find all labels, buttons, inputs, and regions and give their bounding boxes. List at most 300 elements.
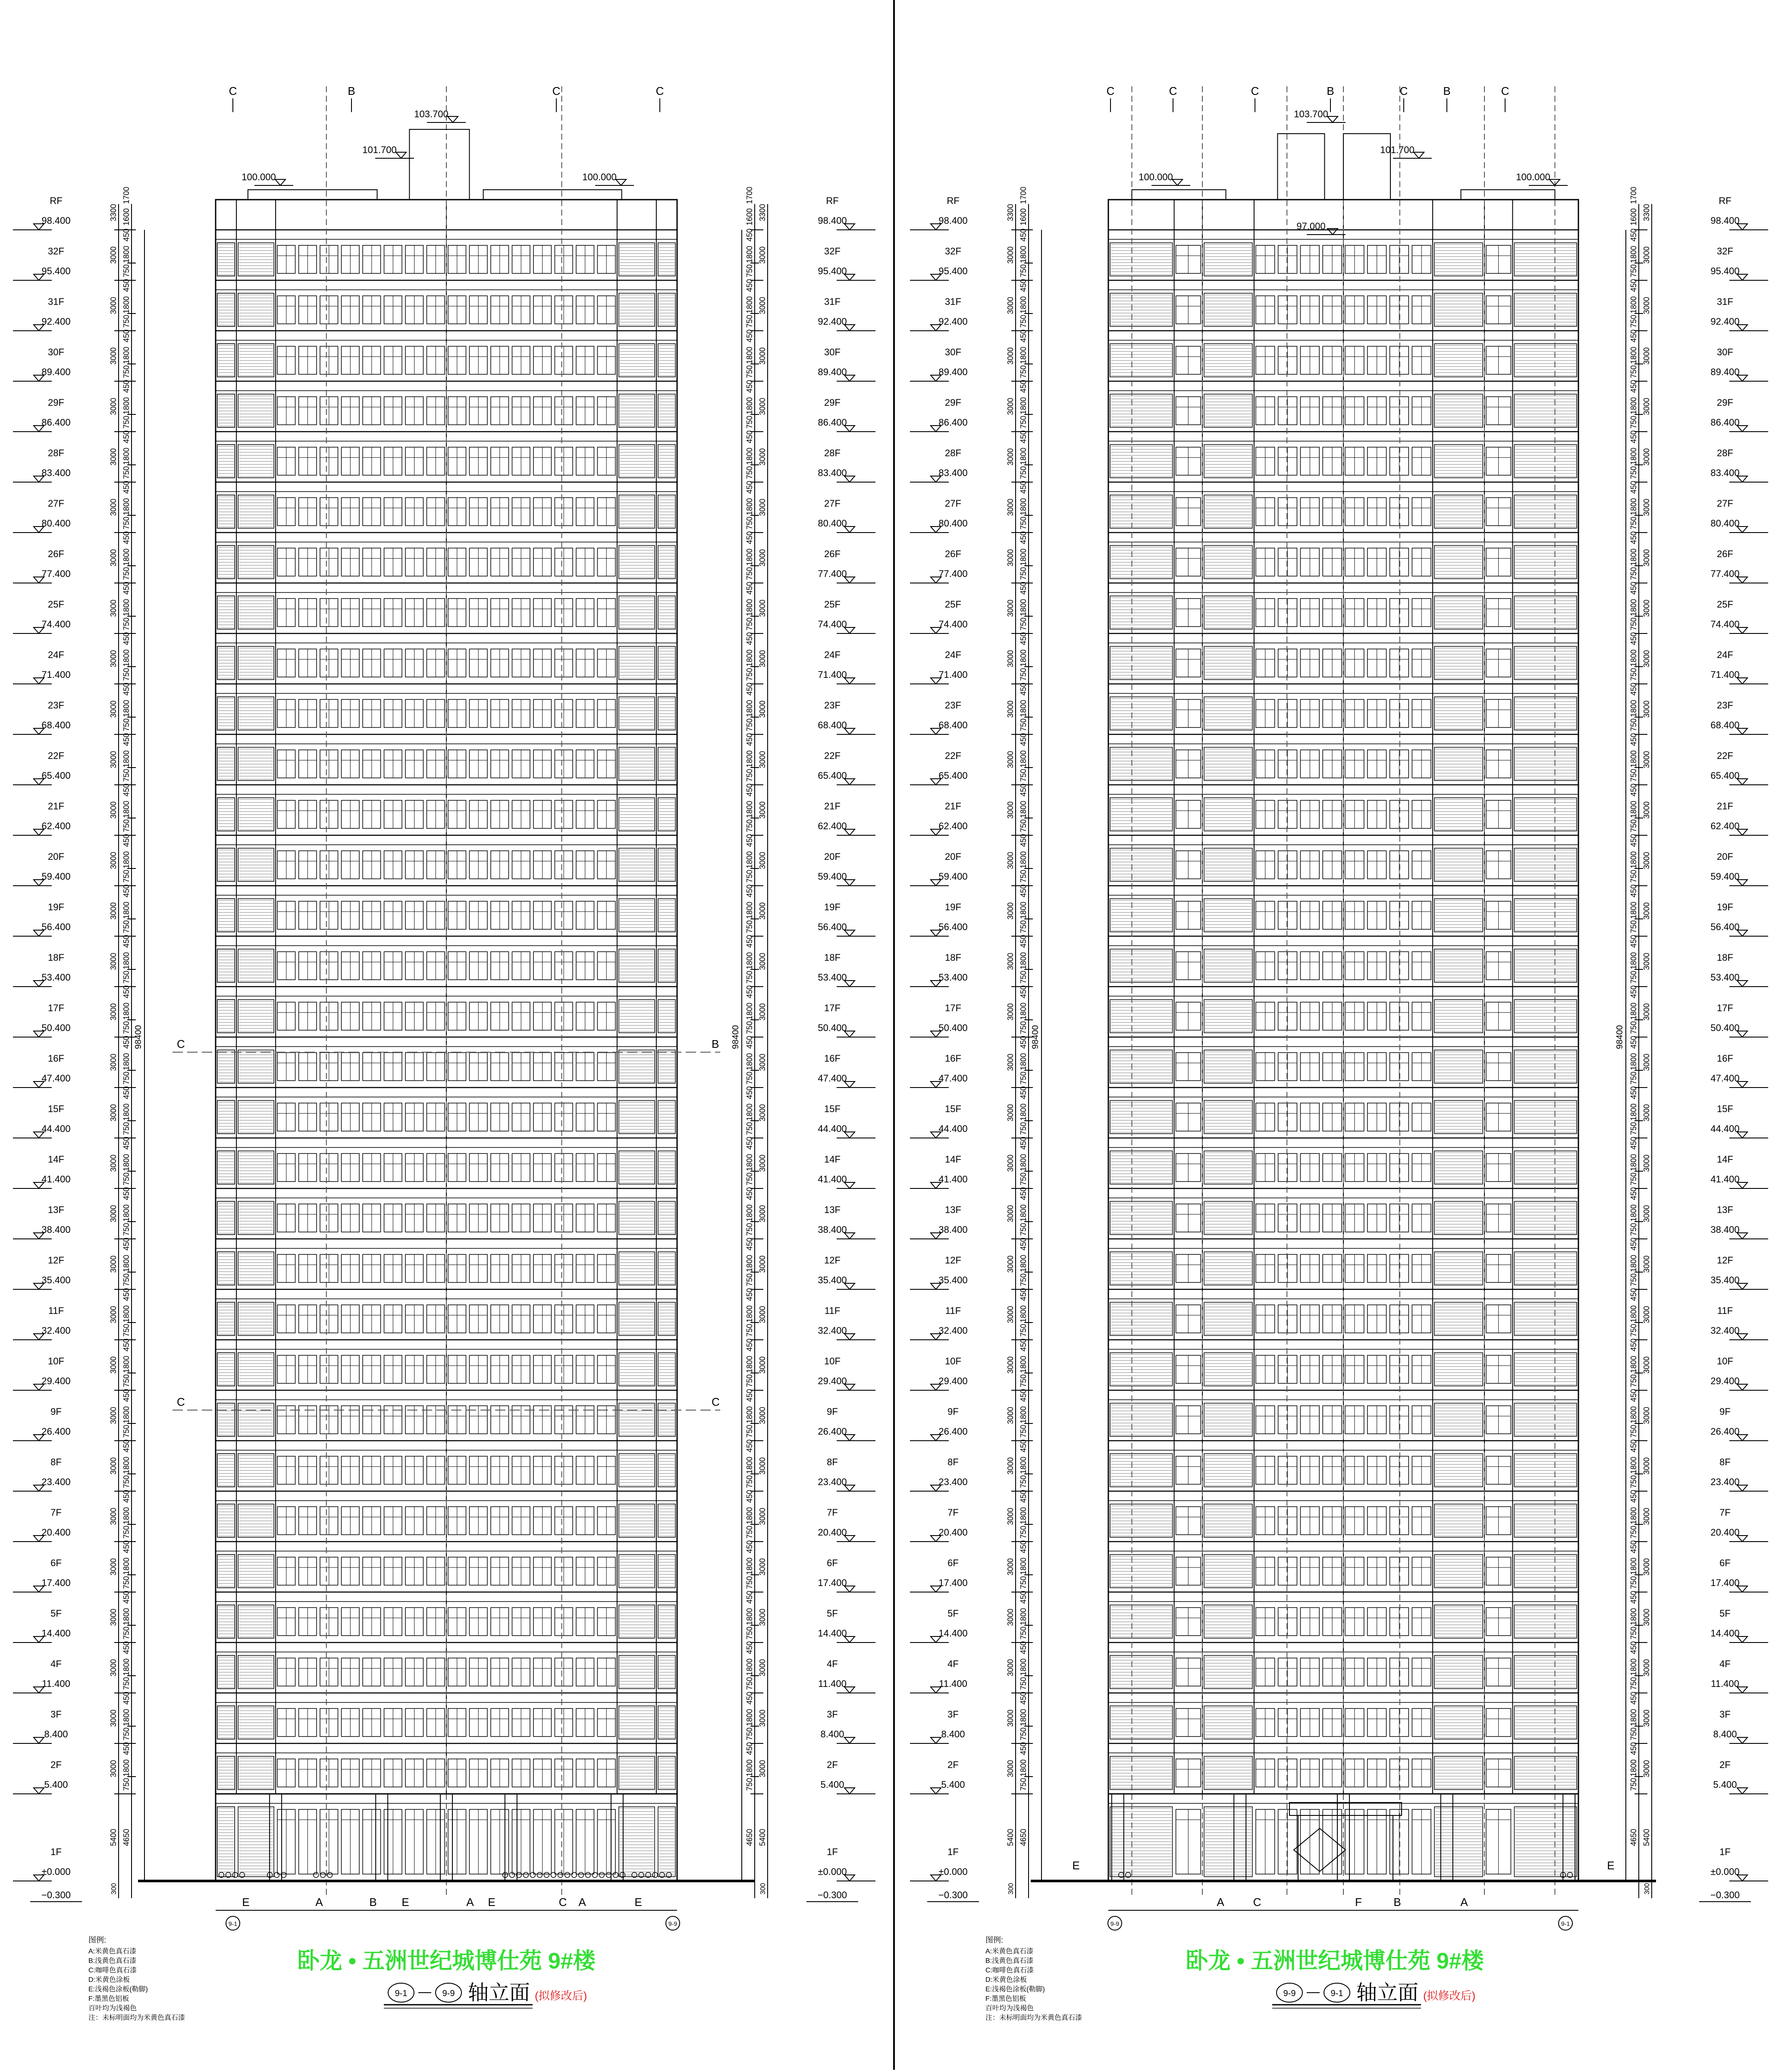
dim-sill: 750 (1019, 1223, 1028, 1236)
dim-typical: 3000 (109, 1608, 118, 1626)
dim-window: 1800 (745, 750, 754, 768)
floor-label: 5F (827, 1608, 838, 1619)
dim-typical: 3000 (109, 448, 118, 465)
dim-sill: 750 (745, 1425, 754, 1438)
dim-typical: 3000 (758, 650, 767, 667)
dim-band: 450 (122, 683, 131, 696)
dim-typical: 3000 (109, 347, 118, 364)
floor-label: 31F (824, 296, 841, 307)
dim-window: 1800 (1019, 750, 1028, 768)
dim-typical: 3000 (758, 1154, 767, 1172)
dim-band: 450 (122, 884, 131, 897)
dim-window: 1800 (122, 1406, 131, 1423)
dim-band: 450 (122, 1338, 131, 1351)
floor-label: 2F (947, 1759, 959, 1770)
floor-elevation: 47.400 (938, 1073, 967, 1084)
floor-label: 13F (824, 1204, 841, 1215)
floor-elevation: 11.400 (42, 1678, 70, 1689)
dim-band: 450 (122, 1742, 131, 1755)
dim-typical: 3000 (1006, 1003, 1015, 1020)
dim-typical: 3000 (109, 1255, 118, 1273)
floor-elevation: 29.400 (818, 1376, 847, 1386)
floor-label: 3F (947, 1709, 959, 1720)
dim-band: 450 (1019, 834, 1028, 847)
floor-label: RF (1719, 195, 1731, 206)
dim-band: 450 (1019, 1036, 1028, 1049)
dim-window: 1800 (1019, 1709, 1028, 1726)
floor-elevation: 35.400 (1710, 1275, 1739, 1285)
dim-window: 1800 (122, 1103, 131, 1121)
dim-window: 1800 (1629, 1255, 1638, 1272)
floor-label: 10F (1717, 1356, 1733, 1367)
dim-band: 450 (1019, 1742, 1028, 1755)
dim-band: 450 (122, 430, 131, 443)
dim-window: 1800 (1019, 1507, 1028, 1524)
floor-label: 1F (1719, 1846, 1731, 1857)
floor-label: 28F (945, 448, 961, 458)
dim-sill: 750 (1629, 1627, 1638, 1639)
dim-band: 450 (745, 985, 754, 998)
floor-label: 3F (1719, 1709, 1731, 1720)
dim-band: 450 (122, 1389, 131, 1402)
dim-sill: 750 (745, 567, 754, 580)
floor-label: 11F (48, 1305, 64, 1316)
dim-parapet: 3300 (109, 204, 118, 221)
ground-elevation: −0.300 (938, 1890, 968, 1900)
dim-band: 450 (1629, 1389, 1638, 1402)
dim-band: 450 (122, 632, 131, 645)
dim-window: 1800 (745, 1759, 754, 1777)
floor-elevation: 20.400 (818, 1527, 847, 1538)
floor-label: 24F (48, 649, 64, 660)
dim-window: 1800 (122, 397, 131, 414)
floor-elevation: 98.400 (938, 215, 967, 226)
dim-band: 450 (122, 1187, 131, 1200)
dim-typical: 3000 (1642, 953, 1651, 970)
dim-band: 450 (1629, 1086, 1638, 1099)
floor-label: 8F (50, 1457, 62, 1467)
floor-label: 22F (945, 750, 961, 761)
dim-sill: 750 (122, 920, 131, 933)
dim-band: 450 (1019, 531, 1028, 544)
dim-window: 1800 (122, 1709, 131, 1726)
dim-sill: 750 (1629, 1677, 1638, 1690)
dim-typical: 3000 (758, 448, 767, 465)
dim-typical: 3000 (758, 902, 767, 919)
dim-sill: 750 (1629, 1072, 1638, 1085)
dim-typical: 3000 (758, 1053, 767, 1071)
dim-sill: 750 (1019, 1122, 1028, 1135)
ground-elevation: −0.300 (41, 1890, 71, 1900)
dim-window: 1800 (1629, 750, 1638, 768)
floor-label: 32F (48, 246, 64, 257)
dim-window: 1800 (122, 296, 131, 313)
dim-sill: 750 (1629, 1778, 1638, 1791)
floor-label: 18F (48, 952, 64, 963)
floor-label: 21F (1717, 801, 1733, 812)
dim-sill: 750 (745, 466, 754, 479)
dim-band: 450 (1019, 1641, 1028, 1654)
dim-typical: 3000 (1006, 448, 1015, 465)
floor-elevation: 65.400 (818, 770, 847, 781)
dim-sill: 750 (122, 971, 131, 984)
dim-band: 450 (1019, 481, 1028, 494)
dim-base: 300 (759, 1883, 767, 1895)
dim-sill: 750 (745, 1677, 754, 1690)
dim-typical: 3000 (1642, 246, 1651, 263)
roof-elevation: 103.700 (414, 109, 449, 119)
dim-window: 1800 (122, 700, 131, 717)
floor-elevation: 50.400 (1710, 1022, 1739, 1033)
floor-elevation: 71.400 (938, 669, 967, 680)
dim-sill: 750 (1629, 567, 1638, 580)
dim-sill: 750 (1019, 1374, 1028, 1387)
dim-window: 1800 (1629, 1658, 1638, 1676)
dim-parapet-a: 1600 (745, 208, 754, 226)
floor-elevation: 14.400 (818, 1628, 847, 1639)
dim-window: 1800 (122, 801, 131, 818)
floor-elevation: 65.400 (41, 770, 70, 781)
dim-typical: 3000 (758, 852, 767, 869)
floor-label: 8F (1719, 1457, 1731, 1467)
dim-window: 1800 (122, 1053, 131, 1070)
dim-window: 1800 (1019, 902, 1028, 919)
floor-label: 4F (1719, 1658, 1731, 1669)
dim-window: 1800 (1019, 498, 1028, 515)
dim-window: 1800 (1019, 1204, 1028, 1222)
dim-typical: 3000 (758, 398, 767, 415)
floor-label: 9F (947, 1406, 959, 1417)
dim-sill: 750 (1629, 1021, 1638, 1034)
floor-label: 20F (945, 851, 961, 862)
floor-label: RF (947, 195, 959, 206)
top-section-tag: C (229, 85, 237, 97)
floor-label: 25F (48, 599, 64, 610)
dim-base: 300 (1007, 1883, 1015, 1895)
dim-total: 98400 (731, 1025, 740, 1049)
floor-elevation: 59.400 (41, 871, 70, 882)
dim-sill: 750 (745, 1374, 754, 1387)
floor-label: 1F (947, 1846, 959, 1857)
floor-label: 18F (945, 952, 961, 963)
dim-band: 450 (1019, 1692, 1028, 1705)
dim-band: 450 (745, 1338, 754, 1351)
dim-band: 450 (745, 1591, 754, 1604)
dim-sill: 750 (1019, 668, 1028, 681)
dim-window: 1800 (1019, 1305, 1028, 1323)
dim-window: 1800 (745, 1053, 754, 1070)
dim-window: 1800 (122, 246, 131, 263)
dim-typical: 3000 (758, 1760, 767, 1777)
floor-label: 16F (824, 1053, 841, 1064)
dim-sill: 750 (1629, 618, 1638, 630)
dim-window: 1800 (122, 1558, 131, 1575)
floor-elevation: 62.400 (818, 821, 847, 831)
axis-bubble-label: 9-1 (229, 1920, 237, 1927)
dim-band: 450 (1629, 884, 1638, 897)
floor-label: 23F (1717, 700, 1733, 711)
dim-window: 1800 (122, 347, 131, 364)
floor-label: 1F (827, 1846, 838, 1857)
floor-label: 19F (824, 902, 841, 912)
floor-elevation: 44.400 (1710, 1123, 1739, 1134)
dim-typical: 3000 (1006, 549, 1015, 566)
floor-elevation: 53.400 (938, 972, 967, 983)
dim-typical: 3000 (1006, 498, 1015, 516)
dim-band: 450 (745, 531, 754, 544)
dim-typical: 3000 (1642, 1053, 1651, 1071)
dim-band: 450 (1019, 1389, 1028, 1402)
dim-sill: 750 (122, 1778, 131, 1791)
dim-typical: 3000 (1642, 1255, 1651, 1273)
dim-band: 450 (1629, 1742, 1638, 1755)
floor-elevation: 35.400 (818, 1275, 847, 1285)
dim-window: 1800 (745, 498, 754, 515)
dim-window: 1800 (1629, 649, 1638, 667)
dim-window: 1800 (1629, 1305, 1638, 1323)
dim-sill: 750 (122, 264, 131, 277)
dim-sill: 750 (745, 1526, 754, 1539)
floor-elevation: 44.400 (938, 1123, 967, 1134)
floor-label: 13F (945, 1204, 961, 1215)
dim-parapet-b: 1700 (122, 187, 131, 204)
dim-sill: 750 (1019, 1727, 1028, 1740)
dim-band: 450 (1629, 430, 1638, 443)
dim-window: 1800 (122, 851, 131, 868)
bottom-material-tag: A (578, 1896, 586, 1909)
floor-label: RF (50, 195, 62, 206)
dim-sill: 750 (1629, 819, 1638, 832)
floor-label: 14F (824, 1154, 841, 1165)
dim-typical: 3000 (758, 1457, 767, 1474)
dim-typical: 3000 (1642, 852, 1651, 869)
dim-sill: 750 (745, 870, 754, 883)
dim-window: 1800 (1629, 1759, 1638, 1777)
dim-window: 1800 (1019, 700, 1028, 717)
floor-elevation: 5.400 (1713, 1779, 1737, 1790)
roof-elevation: 100.000 (242, 172, 276, 182)
dim-band: 450 (745, 582, 754, 595)
dim-typical: 3000 (1006, 650, 1015, 667)
dim-sill: 750 (745, 668, 754, 681)
dim-sill: 750 (1019, 1627, 1028, 1639)
floor-elevation: 95.400 (41, 266, 70, 276)
floor-elevation: 74.400 (41, 619, 70, 630)
floor-label: RF (826, 195, 838, 206)
floor-elevation: 83.400 (938, 467, 967, 478)
dim-window: 1800 (745, 1406, 754, 1423)
dim-typical: 3000 (1006, 1255, 1015, 1273)
dim-band: 450 (122, 380, 131, 393)
dim-band: 450 (1019, 1338, 1028, 1351)
dim-band: 450 (1629, 1591, 1638, 1604)
dim-window: 1800 (745, 1204, 754, 1222)
dim-window: 1800 (1019, 1658, 1028, 1676)
dim-band: 450 (122, 1137, 131, 1150)
floor-label: 12F (1717, 1255, 1733, 1266)
floor-elevation: 26.400 (41, 1426, 70, 1437)
dim-first-inner: 4650 (122, 1829, 131, 1846)
dim-sill: 750 (745, 1475, 754, 1488)
dim-sill: 750 (122, 1727, 131, 1740)
floor-elevation: 35.400 (41, 1275, 70, 1285)
floor-elevation: 77.400 (818, 568, 847, 579)
floor-label: 15F (824, 1103, 841, 1114)
floor-label: 11F (945, 1305, 961, 1316)
dim-window: 1800 (745, 649, 754, 667)
floor-label: 4F (50, 1658, 62, 1669)
dim-typical: 3000 (1642, 347, 1651, 364)
dim-sill: 750 (122, 1627, 131, 1639)
dim-typical: 3000 (1642, 1558, 1651, 1575)
dim-base: 300 (110, 1883, 118, 1895)
dim-window: 1800 (122, 1255, 131, 1272)
floor-elevation: 20.400 (1710, 1527, 1739, 1538)
dim-typical: 3000 (1006, 1457, 1015, 1474)
floor-elevation: 32.400 (1710, 1325, 1739, 1336)
dim-band: 450 (745, 733, 754, 746)
dim-typical: 3000 (1006, 1608, 1015, 1626)
dim-sill: 750 (745, 920, 754, 933)
dim-window: 1800 (1019, 448, 1028, 465)
dim-sill: 750 (122, 416, 131, 429)
floor-label: 31F (48, 296, 64, 307)
dim-band: 450 (1019, 1238, 1028, 1251)
floor-label: 31F (945, 296, 961, 307)
dim-sill: 750 (1629, 466, 1638, 479)
floor-elevation: 98.400 (41, 215, 70, 226)
dim-typical: 3000 (1642, 498, 1651, 516)
dim-window: 1800 (1019, 549, 1028, 566)
dim-window: 1800 (122, 952, 131, 969)
floor-label: 24F (824, 649, 841, 660)
dim-typical: 3000 (1006, 953, 1015, 970)
dim-window: 1800 (122, 1204, 131, 1222)
floor-label: 21F (824, 801, 841, 812)
floor-elevation: 38.400 (1710, 1224, 1739, 1235)
dim-typical: 3000 (1642, 1104, 1651, 1121)
dim-window: 1800 (745, 1658, 754, 1676)
floor-elevation: 59.400 (938, 871, 967, 882)
floor-label: 30F (824, 347, 841, 357)
floor-elevation: 35.400 (938, 1275, 967, 1285)
dim-window: 1800 (122, 1457, 131, 1474)
floor-elevation: 53.400 (41, 972, 70, 983)
dim-sill: 750 (745, 1223, 754, 1236)
dim-window: 1800 (1019, 246, 1028, 263)
floor-label: 27F (945, 498, 961, 509)
dim-band: 450 (1629, 1439, 1638, 1452)
dim-window: 1800 (1629, 1204, 1638, 1222)
dim-band: 450 (122, 1490, 131, 1503)
dim-typical: 3000 (758, 1407, 767, 1424)
dim-sill: 750 (122, 1475, 131, 1488)
dim-band: 450 (745, 430, 754, 443)
dim-band: 450 (745, 1389, 754, 1402)
floor-elevation: 98.400 (818, 215, 847, 226)
floor-label: 23F (824, 700, 841, 711)
dim-sill: 750 (122, 819, 131, 832)
floor-label: 29F (945, 397, 961, 408)
floor-label: 10F (945, 1356, 961, 1367)
dim-sill: 750 (745, 769, 754, 782)
floor-elevation: 26.400 (938, 1426, 967, 1437)
floor-elevation: 68.400 (1710, 720, 1739, 730)
dim-window: 1800 (745, 1558, 754, 1575)
floor-label: 29F (824, 397, 841, 408)
floor-elevation: 17.400 (1710, 1577, 1739, 1588)
dim-sill: 750 (122, 1223, 131, 1236)
dim-window: 1800 (745, 952, 754, 969)
floor-label: 7F (827, 1507, 838, 1518)
dim-window: 1800 (1629, 1053, 1638, 1070)
dim-sill: 750 (1629, 1475, 1638, 1488)
floor-elevation: 20.400 (938, 1527, 967, 1538)
dim-typical: 3000 (109, 1205, 118, 1222)
dim-typical: 3000 (1006, 1104, 1015, 1121)
dim-first-floor: 5400 (1642, 1829, 1651, 1846)
dim-sill: 750 (1019, 1576, 1028, 1589)
floor-elevation: 62.400 (1710, 821, 1739, 831)
floor-label: 28F (48, 448, 64, 458)
dim-band: 450 (122, 985, 131, 998)
floor-label: 20F (48, 851, 64, 862)
dim-window: 1800 (1629, 700, 1638, 717)
dim-sill: 750 (122, 1677, 131, 1690)
dim-band: 450 (1019, 380, 1028, 393)
dim-band: 450 (745, 279, 754, 292)
bottom-material-tag: B (369, 1896, 376, 1909)
dim-sill: 750 (122, 365, 131, 378)
dim-sill: 750 (745, 1778, 754, 1791)
dim-band: 450 (1019, 229, 1028, 241)
floor-elevation: 68.400 (818, 720, 847, 730)
dim-sill: 750 (745, 819, 754, 832)
dim-parapet-b: 1700 (745, 187, 754, 204)
dim-sill: 750 (1019, 1324, 1028, 1337)
dim-typical: 3000 (1006, 347, 1015, 364)
dim-total: 98400 (1031, 1025, 1040, 1049)
dim-sill: 750 (745, 1122, 754, 1135)
dim-typical: 3000 (109, 1003, 118, 1020)
ground-elevation: −0.300 (818, 1890, 847, 1900)
floor-elevation: 23.400 (41, 1476, 70, 1487)
floor-label: 12F (824, 1255, 841, 1266)
floor-elevation: 41.400 (41, 1174, 70, 1185)
floor-label: 16F (48, 1053, 64, 1064)
dim-typical: 3000 (109, 700, 118, 718)
floor-elevation: 14.400 (938, 1628, 967, 1639)
floor-label: 26F (824, 549, 841, 559)
dim-typical: 3000 (758, 1255, 767, 1273)
floor-label: 13F (48, 1204, 64, 1215)
dim-sill: 750 (1019, 1273, 1028, 1286)
dim-sill: 750 (1629, 971, 1638, 984)
dim-typical: 3000 (109, 1760, 118, 1777)
dim-band: 450 (1629, 1137, 1638, 1150)
floor-elevation: 44.400 (41, 1123, 70, 1134)
dim-typical: 3000 (758, 246, 767, 263)
floor-elevation: 26.400 (1710, 1426, 1739, 1437)
floor-elevation: 11.400 (939, 1678, 967, 1689)
dim-band: 450 (745, 481, 754, 494)
dim-typical: 3000 (758, 751, 767, 768)
dim-typical: 3000 (758, 1003, 767, 1020)
dim-typical: 3000 (109, 751, 118, 768)
floor-label: 14F (1717, 1154, 1733, 1165)
floor-elevation: ±0.000 (938, 1866, 967, 1877)
dim-sill: 750 (122, 618, 131, 630)
